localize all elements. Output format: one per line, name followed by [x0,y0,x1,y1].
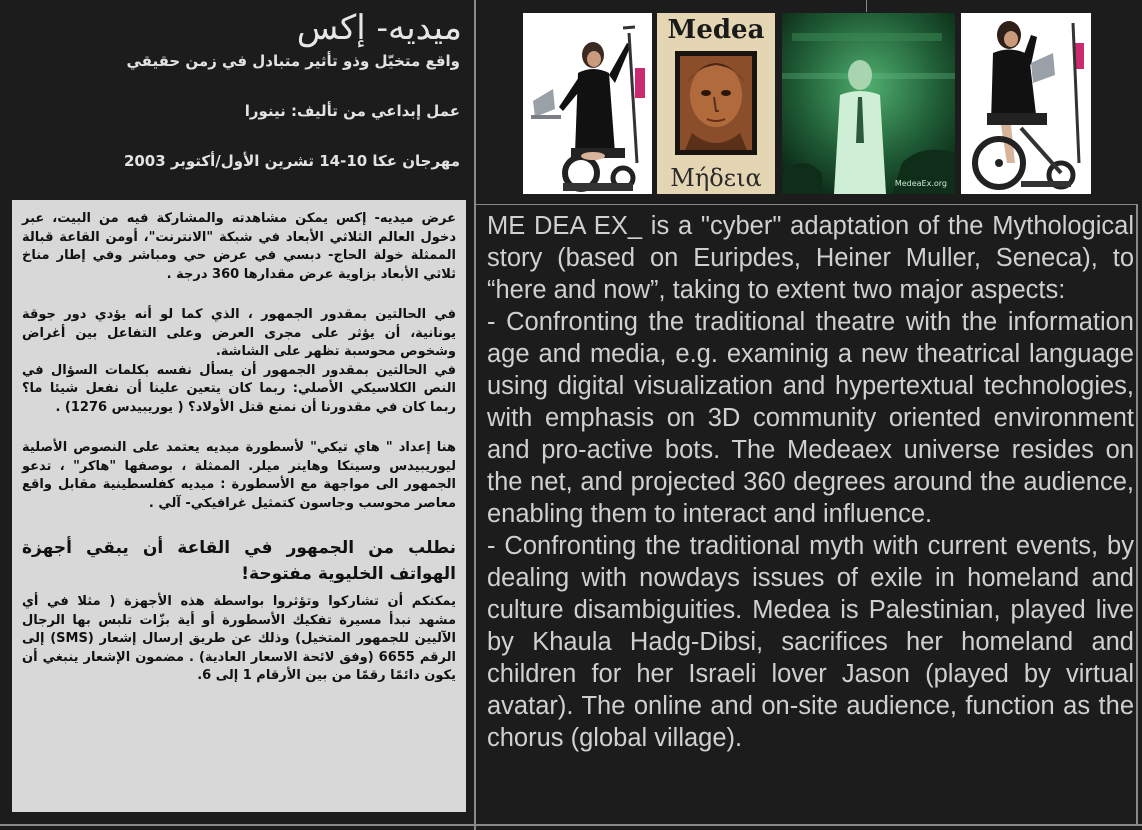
arabic-description-panel [12,200,466,812]
image-strip [523,13,1093,194]
performer-seated-illustration [961,13,1091,194]
english-paragraph-3: - Confronting the traditional myth with current events, by dealing with nowdays issues of exile in homeland and culture disambiguities. Medea is Palestinian, played live by Khaula Hadg-Dibsi, sacrifices her homeland and children for her Israeli lover Jason (played by virtual avatar). The online and on-site audience, function as the chorus (global village). [487,532,1134,752]
arabic-subtitle: واقع متخيّل وذو تأثير متبادل في زمن حقيقي [126,52,460,70]
arabic-paragraph-4: هنا إعداد " هاي تيكي" لأسطورة ميديه يعتمد على النصوص الأصلية ليوريبيدس وسينكا وهاينر ميلر. الممثلة ، بوصفها "هاكر" ، تدعو الجمهور الى مواجهة مع الأسطورة : ميديه كفلسطينية مقابل واقع معاصر محوسب وجاسون كتمثيل غرافيكي- آلي . [22,440,456,511]
top-tick [866,0,867,12]
arabic-header [8,6,466,170]
column-divider [474,0,476,830]
projection-scene-illustration [782,13,955,194]
stage-projection-photo [782,13,955,194]
arabic-festival-dates: مهرجان عكا 10-14 تشرين الأول/أكتوبر 2003 [123,152,460,170]
english-paragraph-1: ME DEA EX_ is a "cyber" adaptation of the Mythological story (based on Euripdes, Heiner Muller, Seneca), to “here and now”, taking to extent two major aspects: [487,212,1134,304]
arabic-title: ميديه- إكس [296,8,462,48]
english-description [487,210,1134,754]
arabic-notice-body: يمكنكم أن تشاركوا وتؤثروا بواسطة هذه الأجهزة ( مثلا في أي مشهد نبدأ مسيرة تفكيك الأسطورة أو أية بزّات تلبس بها الرجال الآليين للجمهور المتخيل) وذلك عن طريق إرسال إشعار (SMS) إلى الرقم 6655 (وفق لائحة الاسعار العادية) . مضمون الإشعار ينبغي أن يكون دائمًا رقمًا من بين الأرقام 1 إلى 6. [22,594,456,683]
text-top-border [476,204,1138,205]
performer-wheelchair-illustration [523,13,652,194]
performer-wheelchair-photo [523,13,652,194]
arabic-column [0,0,474,830]
right-border [1136,205,1138,825]
medea-poster [657,13,775,194]
performer-seated-photo [961,13,1091,194]
arabic-author: عمل إبداعي من تأليف: نينورا [244,102,460,120]
arabic-paragraph-2: في الحالتين بمقدور الجمهور ، الذي كما لو أنه يؤدي دور جوقة يونانية، أن يؤثر على مجرى العرض وعلى التفاعل بين أغراض وشخوص محوسبة تظهر على الشاشة. [22,307,456,359]
arabic-notice-heading: نطلب من الجمهور في القاعة أن يبقي أجهزة الهواتف الخليوية مفتوحة! [22,538,456,584]
arabic-paragraph-1: عرض ميديه- إكس يمكن مشاهدته والمشاركة فيه من البيت، عبر دخول العالم الثلاثي الأبعاد في شبكة "الانترنت"، أومن القاعة قبالة الممثلة خولة الحاج- دبسي في عرض حي ومباشر وفي إطار مناخ ثلاثي الأبعاد بزاوية عرض مقدارها 360 درجة . [22,211,456,282]
photo-watermark: MedeaEx.org [894,179,947,188]
english-paragraph-2: - Confronting the traditional theatre with the information age and media, e.g. examinig a new theatrical language using digital visualization and hypertextual technologies, with emphasis on 3D community oriented environment and pro-active bots. The Medeaex universe resides on the net, and projected 360 degrees around the audience, enabling them to interact and influence. [487,308,1134,528]
arabic-paragraph-3: في الحالتين بمقدور الجمهور أن يسأل نفسه بكلمات السؤال في النص الكلاسيكي الأصلي: ربما كان يتعين علينا أن نفعل شيئا ما؟ ربما كان في مقدورنا أن نمنع قتل الأولاد؟ ( يوريبيدس 1276) . [22,362,456,415]
medea-poster-title: Medea [667,15,765,45]
medea-poster-greek: Μήδεια [670,164,762,192]
